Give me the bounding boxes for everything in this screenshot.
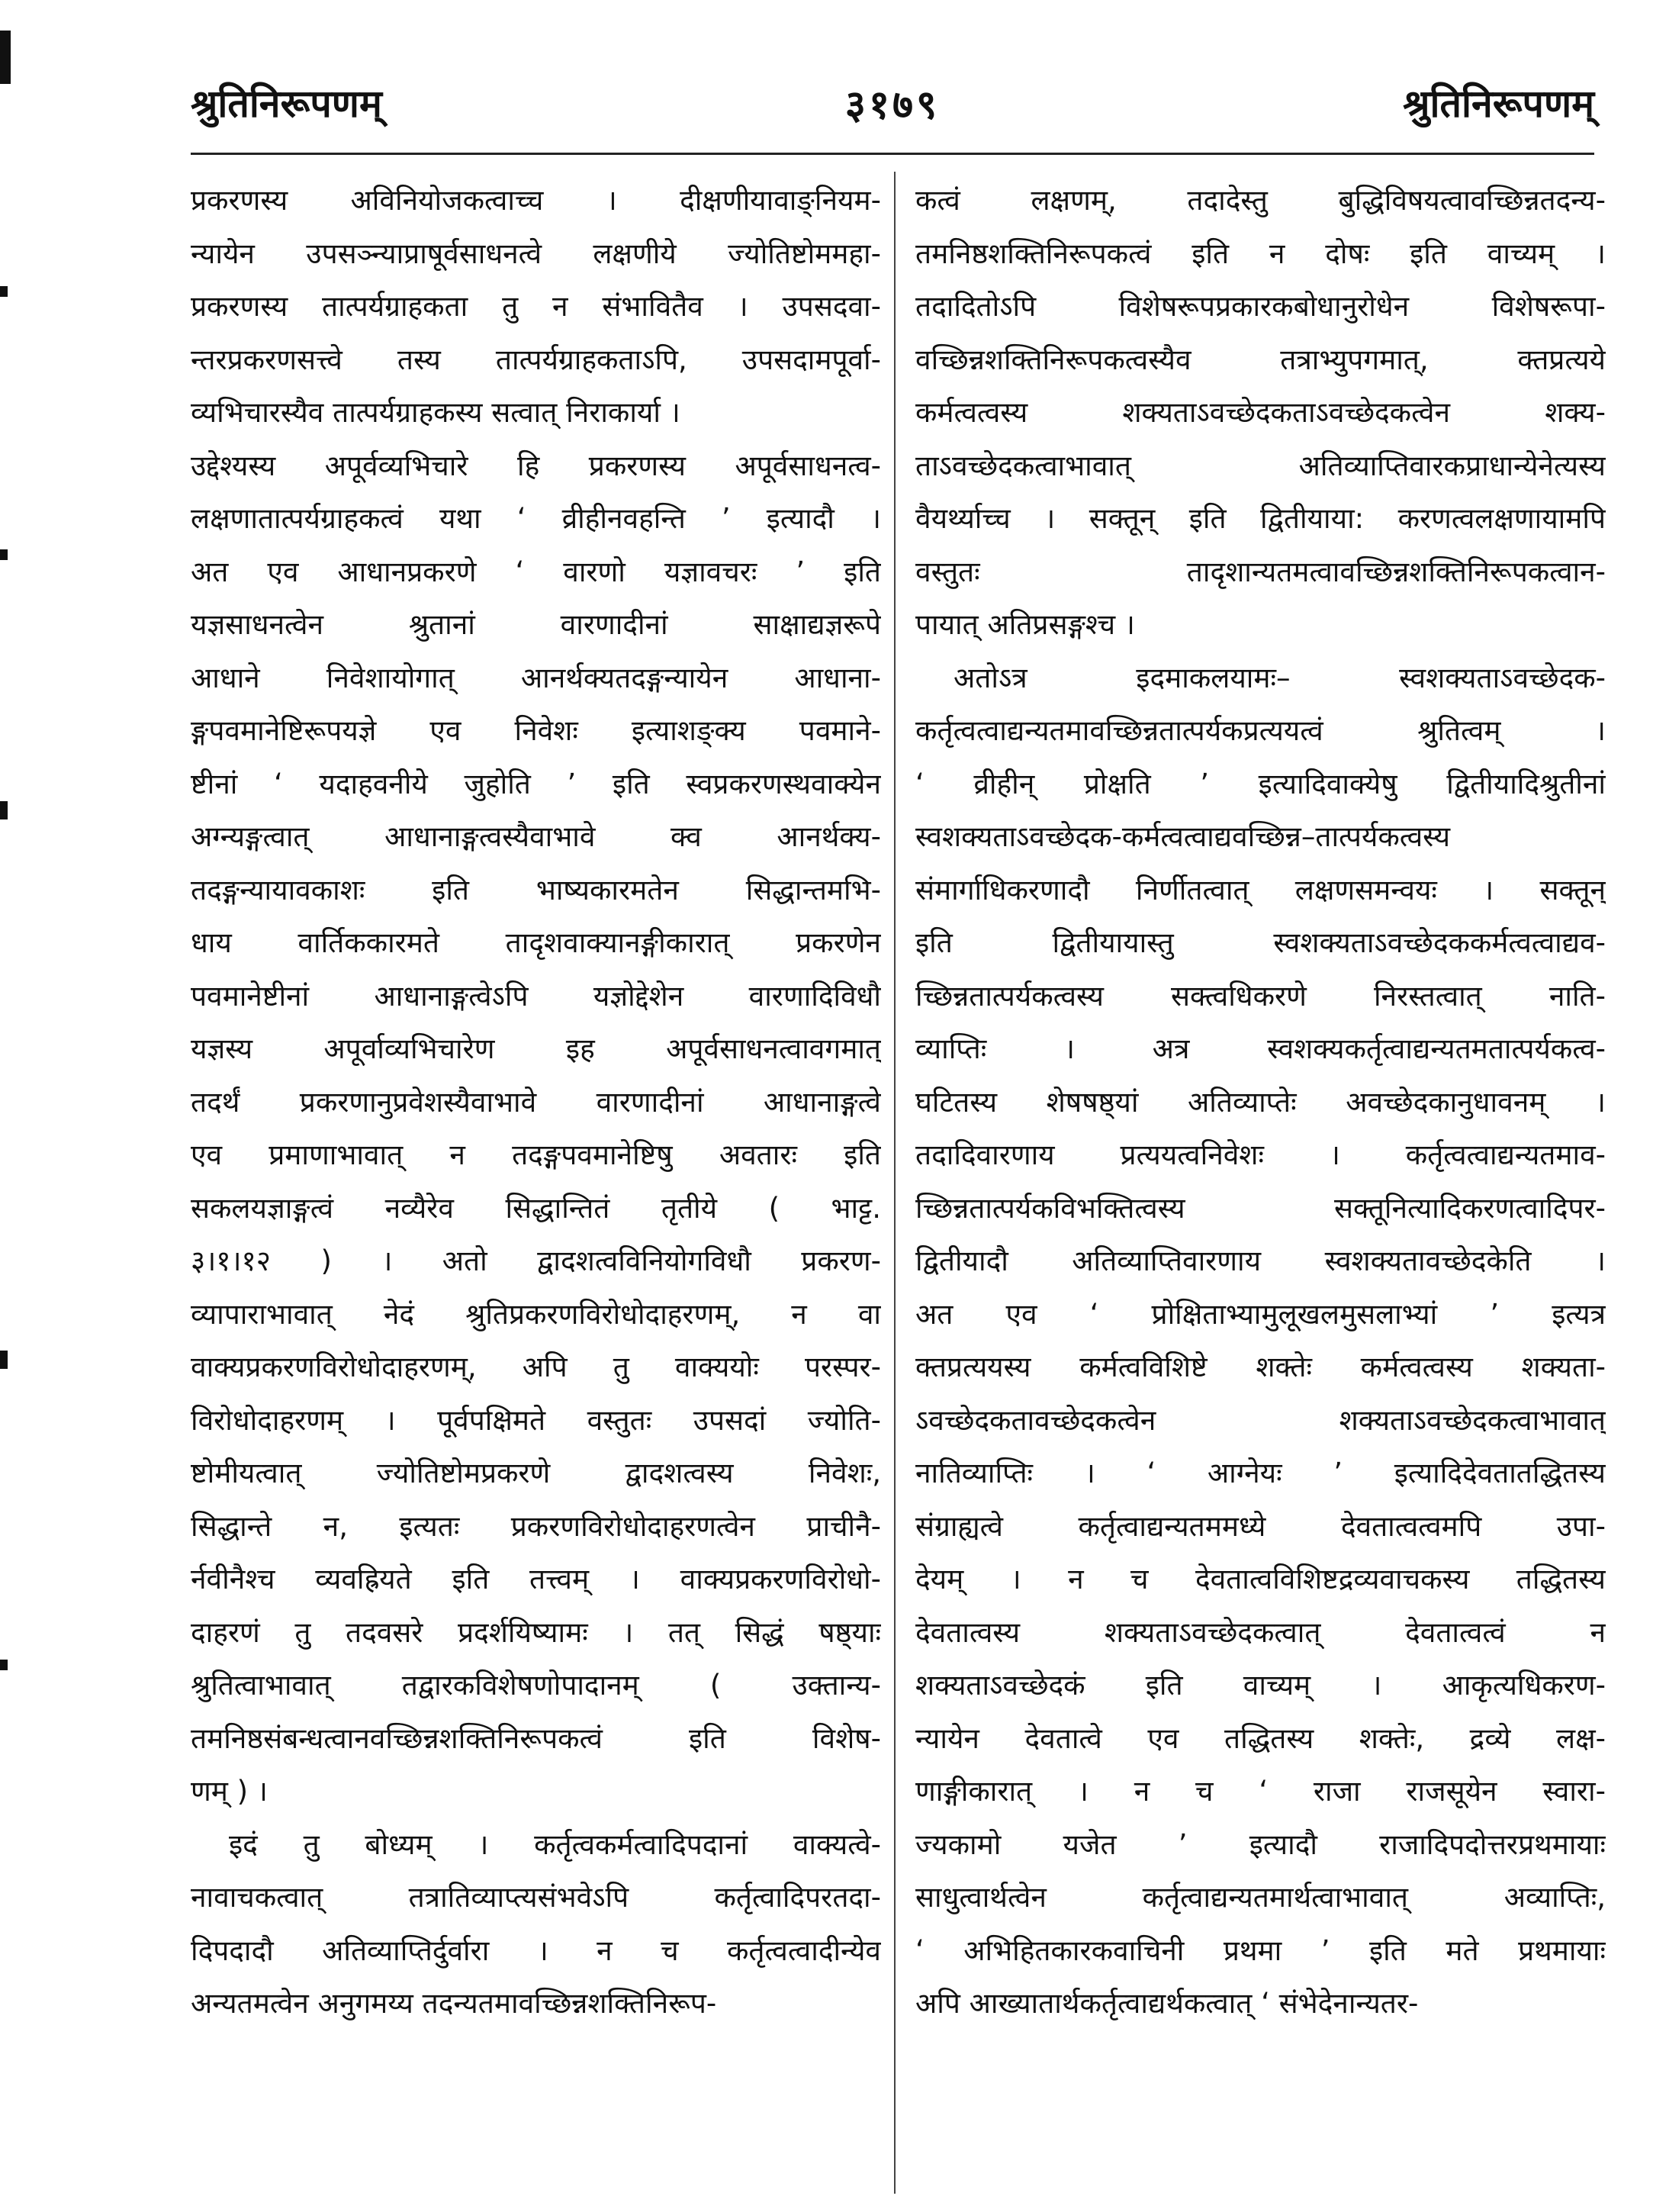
text-line: अग्न्यङ्गत्वात् आधानाङ्गत्वस्यैवाभावे क्व आनर्थक्य- xyxy=(191,820,881,853)
text-line: ष्टोमीयत्वात् ज्योतिष्टोमप्रकरणे द्वादशत्वस्य निवेशः, xyxy=(191,1457,881,1489)
text-line: लक्षणातात्पर्यग्राहकत्वं यथा ‘ व्रीहीनवहन्ति ’ इत्यादौ । xyxy=(191,502,881,535)
text-line: न्यायेन देवतात्वे एव तद्धितस्य शक्तेः, द्रव्ये लक्ष- xyxy=(915,1721,1606,1755)
running-title-right: श्रुतिनिरूपणम् xyxy=(1403,82,1594,126)
text-line: यज्ञस्य अपूर्वाव्यभिचारेण इह अपूर्वसाधनत्वावगमात् xyxy=(191,1032,881,1065)
text-line: ज्यकामो यजेत ’ इत्यादौ राजादिपदोत्तरप्रथमायाः xyxy=(915,1827,1606,1861)
text-line: सिद्धान्ते न, इत्यतः प्रकरणविरोधोदाहरणत्वेन प्राचीनै- xyxy=(191,1509,881,1543)
scan-mark xyxy=(0,31,11,84)
text-line: अत एव ‘ प्रोक्षिताभ्यामुलूखलमुसलाभ्यां ’ इत्यत्र xyxy=(915,1297,1606,1331)
text-line: ष्टीनां ‘ यदाहवनीये जुहोति ’ इति स्वप्रकरणस्थवाक्येन xyxy=(191,767,881,800)
text-line: दाहरणं तु तदवसरे प्रदर्शयिष्यामः । तत् सिद्धं षष्ठ्याः xyxy=(191,1615,881,1649)
page-header xyxy=(191,76,1594,137)
text-line: क्तप्रत्ययस्य कर्मत्वविशिष्टे शक्तेः कर्मत्वत्वस्य शक्यता- xyxy=(915,1351,1606,1383)
text-line: देयम् । न च देवतात्वविशिष्टद्रव्यवाचकस्य तद्धितस्य xyxy=(915,1563,1606,1595)
text-line: तदादितोऽपि विशेषरूपप्रकारकबोधानुरोधेन विशेषरूपा- xyxy=(915,290,1606,323)
text-line: इदं तु बोध्यम् । कर्तृत्वकर्मत्वादिपदानां वाक्यत्वे- xyxy=(229,1827,881,1861)
text-line: एव प्रमाणाभावात् न तदङ्गपवमानेष्टिषु अवतारः इति xyxy=(191,1138,881,1171)
text-line: सकलयज्ञाङ्गत्वं नव्यैरेव सिद्धान्तितं तृतीये ( भाट्ट. xyxy=(191,1191,881,1225)
text-line: स्वशक्यताऽवच्छेदक-कर्मत्वत्वाद्यवच्छिन्न–तात्पर्यकत्वस्य xyxy=(915,820,1451,853)
page-number: ३१७९ xyxy=(844,82,941,128)
text-line: व्यापाराभावात् नेदं श्रुतिप्रकरणविरोधोदाहरणम्, न वा xyxy=(191,1297,881,1331)
header-rule xyxy=(191,153,1594,155)
text-line: अन्यतमत्वेन अनुगमय्य तदन्यतमावच्छिन्नशक्तिनिरूप- xyxy=(191,1987,717,2020)
text-line: णम् ) । xyxy=(191,1775,268,1808)
text-line: इति द्वितीयायास्तु स्वशक्यताऽवच्छेदककर्मत्वत्वाद्यव- xyxy=(915,926,1606,959)
scan-mark xyxy=(0,286,8,297)
text-line: पायात् अतिप्रसङ्गश्च । xyxy=(915,608,1135,641)
column-divider xyxy=(894,172,896,2194)
text-line: व्याप्तिः । अत्र स्वशक्यकर्तृत्वाद्यन्यतमतात्पर्यकत्व- xyxy=(915,1032,1606,1065)
text-line: ङ्गपवमानेष्टिरूपयज्ञे एव निवेशः इत्याशङ्क्य पवमाने- xyxy=(191,714,881,747)
text-line: नातिव्याप्तिः । ‘ आग्नेयः ’ इत्यादिदेवतातद्धितस्य xyxy=(915,1457,1606,1489)
text-line: दिपदादौ अतिव्याप्तिर्दुर्वारा । न च कर्तृत्वत्वादीन्येव xyxy=(191,1933,881,1967)
text-line: शक्यताऽवच्छेदकं इति वाच्यम् । आकृत्यधिकरण- xyxy=(915,1669,1606,1702)
text-line: विरोधोदाहरणम् । पूर्वपक्षिमते वस्तुतः उपसदां ज्योति- xyxy=(191,1403,881,1437)
text-line: वस्तुतः तादृशान्यतमत्वावच्छिन्नशक्तिनिरूपकत्वान- xyxy=(915,555,1606,588)
left-column xyxy=(191,174,881,2030)
text-line: ऽवच्छेदकतावच्छेदकत्वेन शक्यताऽवच्छेदकत्वाभावात् xyxy=(915,1403,1606,1437)
text-line: अपि आख्यातार्थकर्तृत्वाद्यर्थकत्वात् ‘ संभेदेनान्यतर- xyxy=(915,1987,1419,2020)
text-line: प्रकरणस्य अविनियोजकत्वाच्च । दीक्षणीयावाङ्नियम- xyxy=(191,184,881,217)
text-line: तदर्थं प्रकरणानुप्रवेशस्यैवाभावे वारणादीनां आधानाङ्गत्वे xyxy=(191,1085,881,1119)
scan-mark xyxy=(0,801,8,819)
text-line: संमार्गाधिकरणादौ निर्णीतत्वात् लक्षणसमन्वयः । सक्तून् xyxy=(915,873,1606,906)
text-line: प्रकरणस्य तात्पर्यग्राहकता तु न संभावितैव । उपसदवा- xyxy=(191,290,881,323)
text-line: र्नवीनैश्च व्यवह्रियते इति तत्त्वम् । वाक्यप्रकरणविरोधो- xyxy=(191,1563,881,1595)
text-line: पवमानेष्टीनां आधानाङ्गत्वेऽपि यज्ञोद्देशेन वारणादिविधौ xyxy=(191,979,881,1013)
text-line: वच्छिन्नशक्तिनिरूपकत्वस्यैव तत्राभ्युपगमात्, क्तप्रत्यये xyxy=(915,343,1606,376)
text-line: ३।१।१२ ) । अतो द्वादशत्वविनियोगविधौ प्रकरण- xyxy=(191,1244,881,1277)
text-line: च्छिन्नतात्पर्यकत्वस्य सक्त्वधिकरणे निरस्तत्वात् नाति- xyxy=(915,979,1606,1013)
text-line: धाय वार्तिककारमते तादृशवाक्यानङ्गीकारात् प्रकरणेन xyxy=(191,926,881,959)
running-title-left: श्रुतिनिरूपणम् xyxy=(191,82,382,126)
text-line: ‘ अभिहितकारकवाचिनी प्रथमा ’ इति मते प्रथमायाः xyxy=(915,1933,1606,1967)
text-line: व्यभिचारस्यैव तात्पर्यग्राहकस्य सत्वात् निराकार्या । xyxy=(191,396,680,429)
text-line: कर्मत्वत्वस्य शक्यताऽवच्छेदकताऽवच्छेदकत्वेन शक्य- xyxy=(915,396,1606,429)
text-line: कत्वं लक्षणम्, तदादेस्तु बुद्धिविषयत्वावच्छिन्नतदन्य- xyxy=(915,184,1606,217)
text-line: नावाचकत्वात् तत्रातिव्याप्त्यसंभवेऽपि कर्तृत्वादिपरतदा- xyxy=(191,1881,881,1914)
text-line: यज्ञसाधनत्वेन श्रुतानां वारणादीनां साक्षाद्यज्ञरूपे xyxy=(191,608,881,641)
text-line: तमनिष्ठशक्तिनिरूपकत्वं इति न दोषः इति वाच्यम् । xyxy=(915,237,1606,270)
text-line: द्वितीयादौ अतिव्याप्तिवारणाय स्वशक्यतावच्छेदकेति । xyxy=(915,1244,1606,1277)
scan-mark xyxy=(0,549,8,560)
text-line: ताऽवच्छेदकत्वाभावात् अतिव्याप्तिवारकप्राधान्येनेत्यस्य xyxy=(915,449,1606,482)
text-line: अतोऽत्र इदमाकलयामः– स्वशक्यताऽवच्छेदक- xyxy=(954,661,1606,694)
text-line: घटितस्य शेषषष्ठ्यां अतिव्याप्तेः अवच्छेदकानुधावनम् । xyxy=(915,1085,1606,1119)
text-line: देवतात्वस्य शक्यताऽवच्छेदकत्वात् देवतात्वत्वं न xyxy=(915,1615,1606,1649)
text-line: तदादिवारणाय प्रत्ययत्वनिवेशः । कर्तृत्वत्वाद्यन्यतमाव- xyxy=(915,1138,1606,1171)
text-line: णाङ्गीकारात् । न च ‘ राजा राजसूयेन स्वारा- xyxy=(915,1775,1606,1808)
right-column xyxy=(915,174,1606,2030)
text-line: ‘ व्रीहीन् प्रोक्षति ’ इत्यादिवाक्येषु द्वितीयादिश्रुतीनां xyxy=(915,767,1606,800)
text-line: अत एव आधानप्रकरणे ‘ वारणो यज्ञावचरः ’ इति xyxy=(191,555,881,588)
text-line: तमनिष्ठसंबन्धत्वानवच्छिन्नशक्तिनिरूपकत्वं इति विशेष- xyxy=(191,1721,881,1755)
scan-mark xyxy=(0,1660,8,1670)
text-line: संग्राह्यत्वे कर्तृत्वाद्यन्यतममध्ये देवतात्वत्वमपि उपा- xyxy=(915,1509,1606,1543)
text-line: च्छिन्नतात्पर्यकविभक्तित्वस्य सक्तूनित्यादिकरणत्वादिपर- xyxy=(915,1191,1606,1225)
text-line: न्तरप्रकरणसत्त्वे तस्य तात्पर्यग्राहकताऽपि, उपसदामपूर्वा- xyxy=(191,343,881,376)
text-line: श्रुतित्वाभावात् तद्वारकविशेषणोपादानम् ( उक्तान्य- xyxy=(191,1669,881,1702)
text-line: वैयर्थ्याच्च । सक्तून् इति द्वितीयाया: करणत्वलक्षणायामपि xyxy=(915,502,1606,535)
text-line: उद्देश्यस्य अपूर्वव्यभिचारे हि प्रकरणस्य अपूर्वसाधनत्व- xyxy=(191,449,881,482)
text-line: वाक्यप्रकरणविरोधोदाहरणम्, अपि तु वाक्ययोः परस्पर- xyxy=(191,1351,881,1383)
text-line: साधुत्वार्थत्वेन कर्तृत्वाद्यन्यतमार्थत्वाभावात् अव्याप्तिः, xyxy=(915,1881,1606,1914)
text-line: आधाने निवेशायोगात् आनर्थक्यतदङ्गन्यायेन आधाना- xyxy=(191,661,881,694)
text-line: तदङ्गन्यायावकाशः इति भाष्यकारमतेन सिद्धान्तमभि- xyxy=(191,873,881,906)
text-line: न्यायेन उपसञ्न्याप्राषूर्वसाधनत्वे लक्षणीये ज्योतिष्टोममहा- xyxy=(191,237,881,270)
scan-mark xyxy=(0,1351,8,1369)
text-line: कर्तृत्वत्वाद्यन्यतमावच्छिन्नतात्पर्यकप्रत्ययत्वं श्रुतित्वम् । xyxy=(915,714,1606,747)
